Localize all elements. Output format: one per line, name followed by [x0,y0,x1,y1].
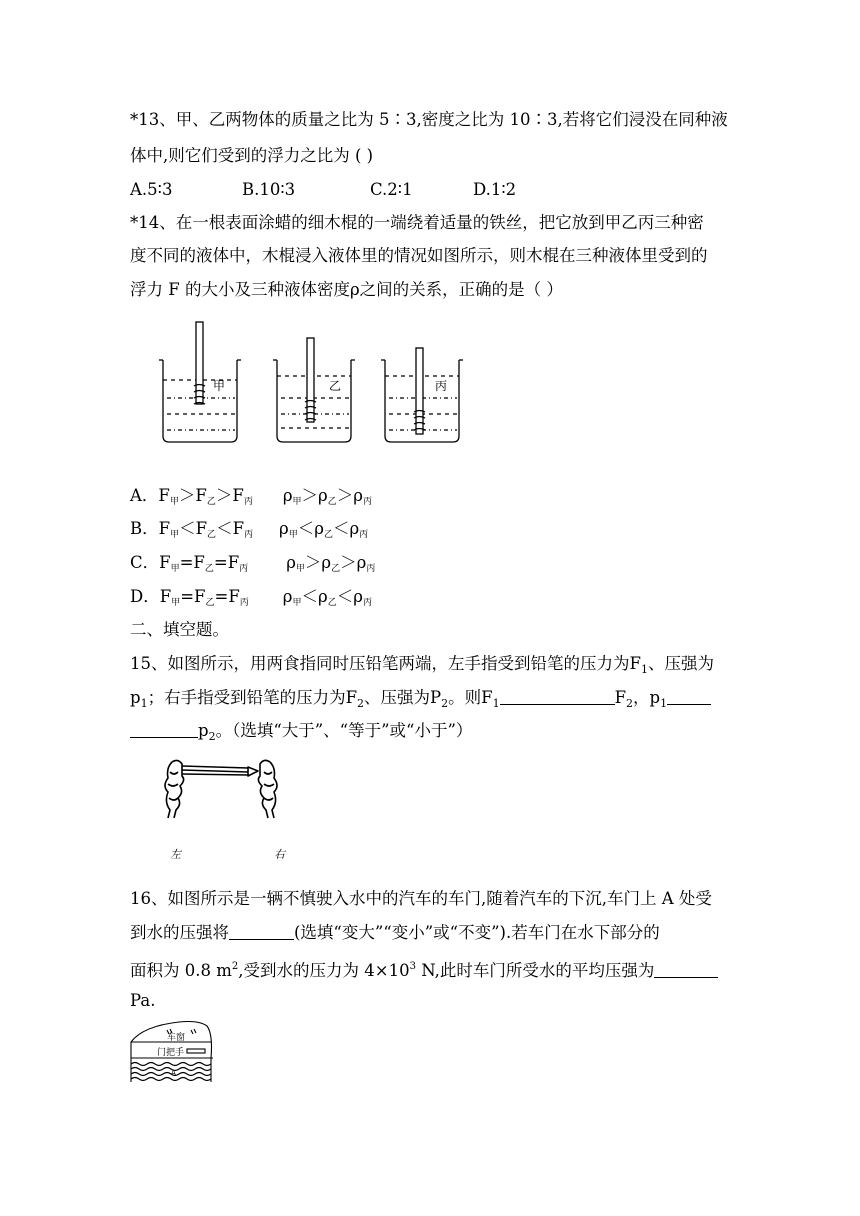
q16-line1: 16、如图所示是一辆不慎驶入水中的汽车的车门,随着汽车的下沉,车门上 A 处受 [130,889,712,908]
car-window-label: 车窗 [167,1033,186,1043]
q13-line2: 体中,则它们受到的浮力之比为 ( ) [130,146,374,165]
q15-blank-2b[interactable] [130,721,198,738]
q14-option-d: D．$F_甲=F_乙=F_丙$ $\rho_甲<\rho_乙<\rho_丙$ [130,587,372,608]
q13-option-a: A.5∶3 [130,180,173,199]
q16-blank-2[interactable] [654,961,718,978]
section-heading-fill-in: 二、填空题。 [130,620,229,639]
q15-line3: $p_2$。（选填“大于”、“等于”或“小于”） [130,721,472,747]
q14-line3: 浮力 F 的大小及三种液体密度ρ之间的关系，正确的是（ ） [130,280,563,299]
q14-line1: *14、在一根表面涂蜡的细木棍的一端绕着适量的铁丝，把它放到甲乙丙三种密 [130,213,704,232]
q14-option-b: B．$F_甲<F_乙<F_丙$ $\rho_甲<\rho_乙<\rho_丙$ [130,519,369,540]
q15-blank-2a[interactable] [667,688,711,705]
q16-line4: Pa. [130,991,156,1010]
q13-option-d: D.1∶2 [473,180,517,199]
right-hand-label: 右 [274,848,285,861]
q14-option-a: A．$F_甲>F_乙>F_丙$ $\rho_甲>\rho_乙>\rho_丙$ [130,486,372,507]
q14-option-c: C．$F_甲=F_乙=F_丙$ $\rho_甲>\rho_乙>\rho_丙$ [130,553,376,574]
q15-line1: 15、如图所示，用两食指同时压铅笔两端，左手指受到铅笔的压力为$F_1$、压强为 [130,654,714,676]
beaker-label-jia: 甲 [213,379,226,393]
q15-line2: $p_1$；右手指受到铅笔的压力为$F_2$、压强为$P_2$。则$F_1$ $F_2$，$p_1$ [130,688,711,714]
q16-line2: 到水的压强将 (选填“变大”“变小”或“不变”).若车门在水下部分的 [130,923,660,942]
pencil-fingers-figure [158,758,288,820]
q13-option-c: C.2∶1 [370,180,413,199]
door-handle-label: 门把手 [157,1048,185,1058]
point-a-label: A [171,1069,176,1077]
q16-line3: 面积为 0.8 $m^2$,受到水的压力为 $4\times 10^3$ N,此时车门所受水的平均压强为 [130,957,718,981]
q13-option-b: B.10∶3 [242,180,296,199]
car-door-figure [129,1018,215,1084]
q15-blank-1[interactable] [500,688,615,705]
q13-line1: *13、甲、乙两物体的质量之比为 5∶3,密度之比为 10∶3,若将它们浸没在同种液 [130,110,728,129]
q16-blank-1[interactable] [229,923,294,940]
beakers-figure [155,318,475,450]
q14-line2: 度不同的液体中，木棍浸入液体里的情况如图所示，则木棍在三种液体里受到的 [130,246,708,265]
beaker-label-yi: 乙 [329,379,342,393]
beaker-label-bing: 丙 [435,379,448,393]
left-hand-label: 左 [170,848,181,861]
